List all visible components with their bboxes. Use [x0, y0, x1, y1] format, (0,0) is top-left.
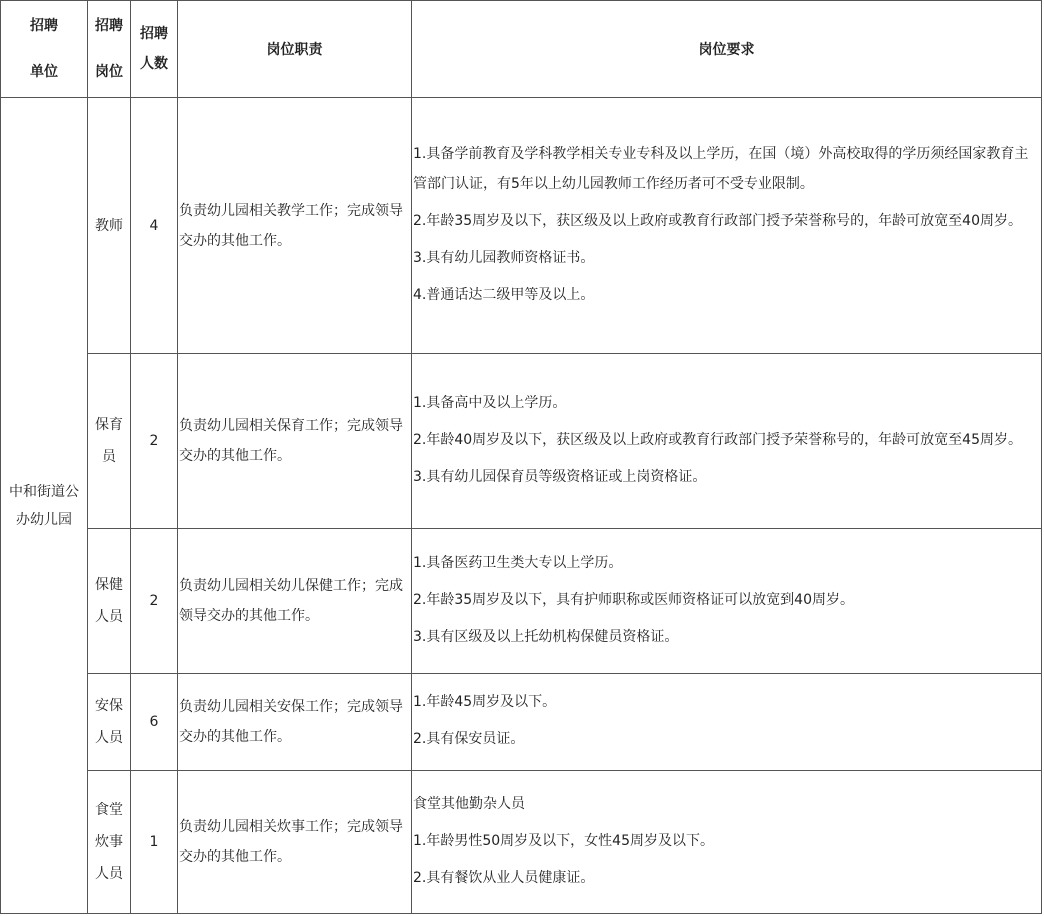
position-line: 保健: [95, 577, 123, 593]
requirements-cell: [412, 674, 1042, 771]
duties-cell: 负责幼儿园相关幼儿保健工作；完成领导交办的其他工作。: [178, 529, 412, 674]
requirement-item: 3.具有幼儿园教师资格证书。: [413, 249, 595, 266]
position-line: 教师: [95, 217, 123, 234]
count-cell: 6: [131, 674, 178, 771]
duties-cell: 负责幼儿园相关炊事工作；完成领导交办的其他工作。: [178, 771, 412, 914]
duties-cell: 负责幼儿园相关安保工作；完成领导交办的其他工作。: [178, 674, 412, 771]
unit-cell: [1, 98, 88, 914]
requirements-cell: [412, 354, 1042, 529]
requirement-item: 2.具有保安员证。: [413, 731, 525, 747]
requirement-item: 食堂其他勤杂人员: [413, 795, 525, 812]
position-line: 人员: [95, 730, 123, 746]
header-count: [131, 1, 178, 98]
count-cell: 1: [131, 771, 178, 914]
header-count-line: 招聘: [140, 26, 168, 42]
table-row: [1, 674, 1042, 771]
duties-cell: 负责幼儿园相关教学工作；完成领导交办的其他工作。: [178, 98, 412, 354]
position-cell: [88, 529, 131, 674]
position-cell: [88, 674, 131, 771]
count-cell: 2: [131, 354, 178, 529]
table-row: [1, 98, 1042, 354]
position-line: 保育: [95, 417, 123, 433]
position-line: 炊事: [95, 834, 123, 850]
header-row: [1, 1, 1042, 98]
requirement-item: 1.年龄45周岁及以下。: [413, 694, 557, 710]
header-duties: 岗位职责: [178, 1, 412, 98]
position-line: 安保: [95, 698, 123, 714]
unit-line: 中和街道公: [9, 483, 79, 500]
header-count-line: 人数: [140, 56, 168, 72]
table-row: [1, 771, 1042, 914]
table-row: [1, 354, 1042, 529]
header-position-line: 招聘: [95, 18, 123, 34]
table-row: [1, 529, 1042, 674]
header-unit: [1, 1, 88, 98]
header-requirements: 岗位要求: [412, 1, 1042, 98]
requirements-cell: [412, 98, 1042, 354]
unit-line: 办幼儿园: [16, 511, 72, 528]
position-line: 人员: [95, 866, 123, 882]
requirement-item: 1.具备高中及以上学历。: [413, 394, 567, 411]
requirement-item: 2.年龄35周岁及以下，获区级及以上政府或教育行政部门授予荣誉称号的，年龄可放宽至40周岁。: [413, 212, 1022, 229]
requirement-item: 1.具备医药卫生类大专以上学历。: [413, 554, 623, 571]
count-cell: 2: [131, 529, 178, 674]
position-cell: [88, 771, 131, 914]
requirement-item: 2.年龄40周岁及以下，获区级及以上政府或教育行政部门授予荣誉称号的，年龄可放宽至45周岁。: [413, 431, 1022, 448]
header-unit-line: 招聘: [30, 18, 58, 34]
requirements-cell: [412, 529, 1042, 674]
duties-cell: 负责幼儿园相关保育工作；完成领导交办的其他工作。: [178, 354, 412, 529]
position-line: 人员: [95, 609, 123, 625]
position-cell: [88, 98, 131, 354]
header-unit-line: 单位: [30, 64, 58, 80]
requirement-item: 1.具备学前教育及学科教学相关专业专科及以上学历，在国（境）外高校取得的学历须经国家教育主管部门认证，有5年以上幼儿园教师工作经历者可不受专业限制。: [413, 145, 1029, 192]
count-cell: 4: [131, 98, 178, 354]
header-position: [88, 1, 131, 98]
position-cell: [88, 354, 131, 529]
header-position-line: 岗位: [95, 64, 123, 80]
position-line: 员: [102, 449, 116, 465]
requirement-item: 1.年龄男性50周岁及以下，女性45周岁及以下。: [413, 832, 714, 849]
requirement-item: 2.具有餐饮从业人员健康证。: [413, 869, 595, 886]
requirements-cell: [412, 771, 1042, 914]
position-line: 食堂: [95, 802, 123, 818]
requirement-item: 2.年龄35周岁及以下，具有护师职称或医师资格证可以放宽到40周岁。: [413, 591, 854, 608]
requirement-item: 3.具有区级及以上托幼机构保健员资格证。: [413, 628, 679, 645]
requirement-item: 4.普通话达二级甲等及以上。: [413, 286, 595, 303]
requirement-item: 3.具有幼儿园保育员等级资格证或上岗资格证。: [413, 468, 707, 485]
